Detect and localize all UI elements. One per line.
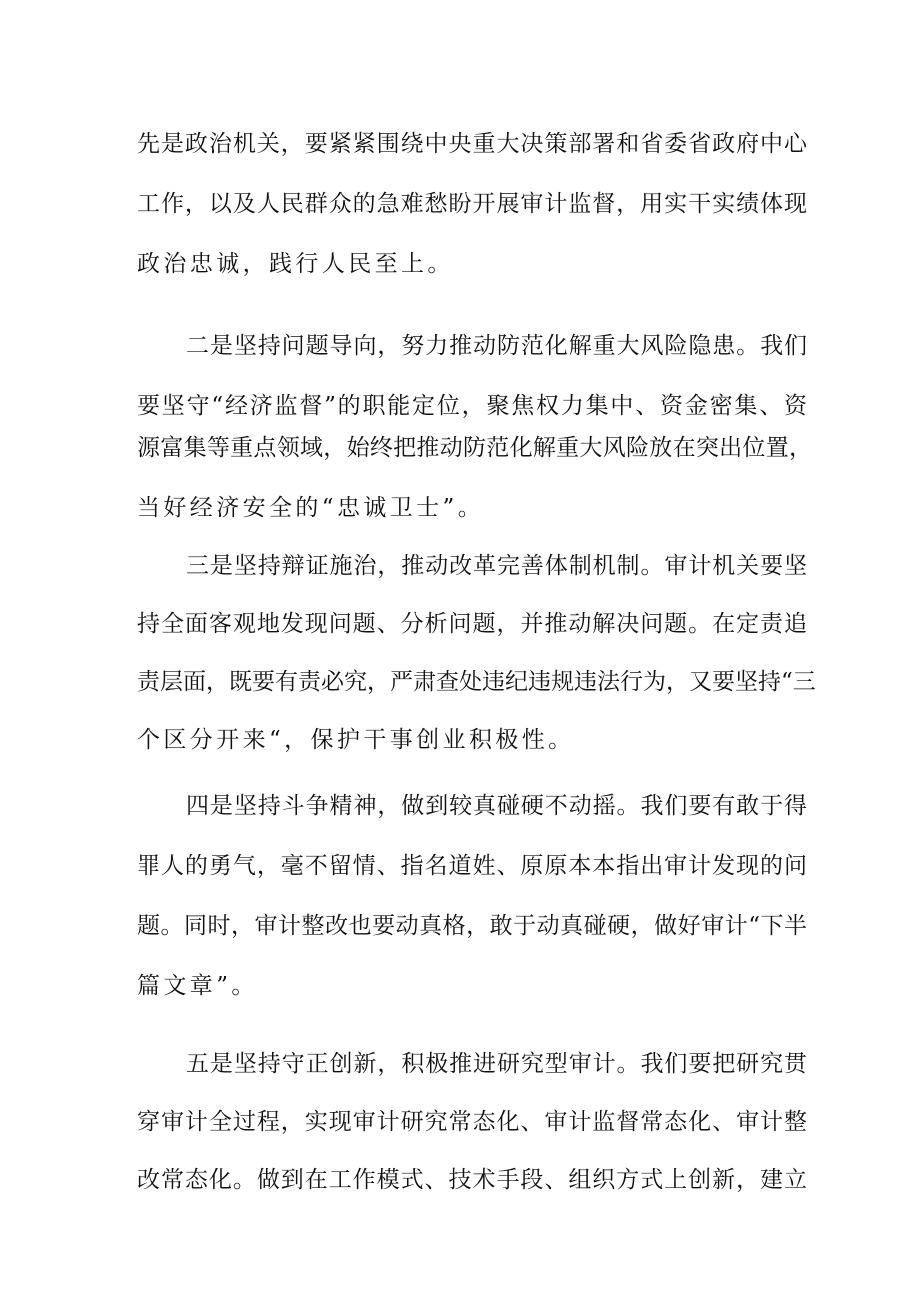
text-line: 穿审计全过程，实现审计研究常态化、审计监督常态化、审计整 [137,1109,807,1135]
text-line: 个区分开来“，保护干事创业积极性。 [137,727,575,753]
paragraph-start-line: 四是坚持斗争精神，做到较真碰硬不动摇。我们要有敢于得 [186,793,807,819]
text-line: 持全面客观地发现问题、分析问题，并推动解决问题。在定责追 [137,611,807,637]
text-line: 当好经济安全的“忠诚卫士”。 [137,495,485,521]
text-line: 工作，以及人民群众的急难愁盼开展审计监督，用实干实绩体现 [137,191,807,217]
text-line: 先是政治机关，要紧紧围绕中央重大决策部署和省委省政府中心 [137,131,807,157]
text-line: 题。同时，审计整改也要动真格，敢于动真碰硬，做好审计“下半 [137,913,807,939]
text-line: 改常态化。做到在工作模式、技术手段、组织方式上创新，建立 [137,1167,807,1193]
paragraph-start-line: 五是坚持守正创新，积极推进研究型审计。我们要把研究贯 [186,1051,807,1077]
text-line: 政治忠诚，践行人民至上。 [137,251,454,277]
text-line: 责层面，既要有责必究，严肃查处违纪违规违法行为，又要坚持“三 [137,669,816,695]
paragraph-start-line: 三是坚持辩证施治，推动改革完善体制机制。审计机关要坚 [186,553,807,579]
text-line: 篇文章”。 [137,973,258,999]
text-line: 要坚守“经济监督”的职能定位，聚焦权力集中、资金密集、资 [137,393,807,419]
text-line: 源富集等重点领域，始终把推动防范化解重大风险放在突出位置， [137,435,812,461]
text-line: 罪人的勇气，毫不留情、指名道姓、原原本本指出审计发现的问 [137,853,807,879]
paragraph-start-line: 二是坚持问题导向，努力推动防范化解重大风险隐患。我们 [186,333,807,359]
